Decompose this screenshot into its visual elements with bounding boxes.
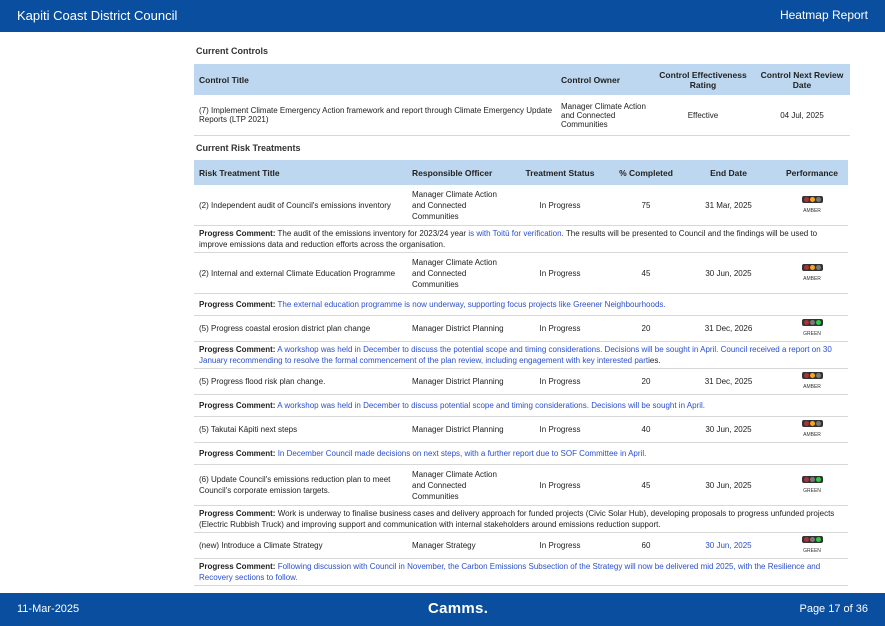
traffic-light-dot xyxy=(810,477,815,482)
traffic-light-dot xyxy=(816,197,821,202)
responsible-officer: Manager Strategy xyxy=(407,533,509,559)
traffic-light-icon xyxy=(802,264,823,271)
responsible-officer: Manager Climate Action and Connected Communities xyxy=(407,465,509,506)
responsible-officer: Manager Climate Action and Connected Communities xyxy=(407,253,509,294)
traffic-light-icon xyxy=(802,476,823,483)
responsible-officer: Manager District Planning xyxy=(407,369,509,395)
end-date: 31 Dec, 2025 xyxy=(681,369,776,395)
progress-comment xyxy=(194,506,848,533)
percent-completed: 20 xyxy=(611,369,681,395)
progress-comment xyxy=(194,443,848,465)
traffic-light-icon xyxy=(802,372,823,379)
traffic-light-dot xyxy=(810,421,815,426)
progress-comment-text: Following discussion with Council in November, the Carbon Emissions Subsection of the Strategy will now be delivered mid 2025, with the Resilience and Recovery sections to follow. xyxy=(199,562,821,582)
percent-completed: 60 xyxy=(611,533,681,559)
control-title: (7) Implement Climate Emergency Action framework and report through Climate Emergency Update Reports (LTP 2021) xyxy=(194,95,556,136)
progress-comment-text: A workshop was held in December to discuss potential scope and timing considerations. Decisions will be sought in April. xyxy=(277,401,706,410)
performance-indicator xyxy=(776,369,848,395)
col-performance: Performance xyxy=(776,160,848,185)
treatment-title: (2) Internal and external Climate Education Programme xyxy=(194,253,407,294)
progress-comment-text: ies. xyxy=(648,356,661,365)
progress-comment-text: A workshop was held in December to discuss the potential scope and timing considerations. Decisions will be sought in April. Council received a report on 30 January recommending to resolve the formal commencement of the plan review, including engagement with key interested part xyxy=(199,345,832,365)
organisation-name: Kapiti Coast District Council xyxy=(17,8,178,23)
performance-label: AMBER xyxy=(803,432,821,438)
performance-indicator xyxy=(776,253,848,294)
end-date: 31 Dec, 2026 xyxy=(681,316,776,342)
traffic-light-dot xyxy=(804,320,809,325)
col-pct-completed: % Completed xyxy=(611,160,681,185)
progress-comment-row xyxy=(194,443,848,465)
progress-comment-label: Progress Comment: xyxy=(199,345,276,354)
progress-comment-label: Progress Comment: xyxy=(199,401,276,410)
traffic-light-icon xyxy=(802,420,823,427)
treatment-status: In Progress xyxy=(509,185,611,226)
traffic-light-dot xyxy=(804,537,809,542)
traffic-light-icon xyxy=(802,536,823,543)
camms-logo: Camms. xyxy=(428,600,489,617)
performance-label: AMBER xyxy=(803,384,821,390)
treatment-row xyxy=(194,533,848,559)
performance-indicator xyxy=(776,316,848,342)
treatment-title: (5) Progress coastal erosion district plan change xyxy=(194,316,407,342)
end-date: 30 Jun, 2025 xyxy=(681,253,776,294)
percent-completed: 45 xyxy=(611,253,681,294)
col-effectiveness: Control Effectiveness Rating xyxy=(652,64,754,95)
control-owner: Manager Climate Action and Connected Communities xyxy=(556,95,652,136)
progress-comment xyxy=(194,559,848,586)
performance-label: AMBER xyxy=(803,207,821,214)
page-number: Page 17 of 36 xyxy=(799,603,868,615)
col-responsible-officer: Responsible Officer xyxy=(407,160,509,185)
performance-indicator xyxy=(776,533,848,559)
traffic-light-dot xyxy=(804,373,809,378)
progress-comment-row xyxy=(194,226,848,253)
treatment-row xyxy=(194,417,848,443)
progress-comment-text: Work is underway to finalise business cases and delivery approach for funded projects (Civic Solar Hub), developing proposals to progress unfunded projects (Electric Rubbish Truck) and improving support and communication with internal stakeholders around emissions reduction support. xyxy=(199,509,835,529)
performance-label: GREEN xyxy=(803,548,821,554)
progress-comment-row xyxy=(194,506,848,533)
treatment-title: (5) Takutai Kāpiti next steps xyxy=(194,417,407,443)
performance-indicator xyxy=(776,465,848,506)
traffic-light-dot xyxy=(816,477,821,482)
control-review-date: 04 Jul, 2025 xyxy=(754,95,850,136)
performance-label: GREEN xyxy=(803,331,821,337)
traffic-light-icon xyxy=(802,196,823,203)
footer-date: 11-Mar-2025 xyxy=(17,603,80,615)
end-date: 30 Jun, 2025 xyxy=(681,465,776,506)
traffic-light-icon xyxy=(802,319,823,326)
progress-comment-text: The external education programme is now underway, supporting focus projects like Greener Neighbourhoods. xyxy=(277,300,666,309)
progress-comment-text: is with Toitū for verification. xyxy=(468,229,564,238)
treatment-row xyxy=(194,253,848,294)
progress-comment-row xyxy=(194,294,848,316)
end-date: 30 Jun, 2025 xyxy=(681,533,776,559)
progress-comment-text: In December Council made decisions on next steps, with a further report due to SOF Committee in April. xyxy=(277,449,647,458)
percent-completed: 40 xyxy=(611,417,681,443)
progress-comment-row xyxy=(194,559,848,586)
current-risk-treatments-heading: Current Risk Treatments xyxy=(196,143,301,153)
end-date: 30 Jun, 2025 xyxy=(681,417,776,443)
traffic-light-dot xyxy=(810,197,815,202)
treatment-title: (5) Progress flood risk plan change. xyxy=(194,369,407,395)
treatment-status: In Progress xyxy=(509,417,611,443)
treatment-status: In Progress xyxy=(509,369,611,395)
traffic-light-dot xyxy=(810,373,815,378)
performance-indicator xyxy=(776,417,848,443)
treatment-status: In Progress xyxy=(509,465,611,506)
treatment-status: In Progress xyxy=(509,253,611,294)
progress-comment-text: The audit of the emissions inventory for 2023/24 year xyxy=(277,229,469,238)
end-date: 31 Mar, 2025 xyxy=(681,185,776,226)
percent-completed: 20 xyxy=(611,316,681,342)
treatment-status: In Progress xyxy=(509,316,611,342)
treatment-row xyxy=(194,465,848,506)
treatment-row xyxy=(194,185,848,226)
report-title: Heatmap Report xyxy=(779,8,868,22)
progress-comment-label: Progress Comment: xyxy=(199,449,276,458)
traffic-light-dot xyxy=(804,477,809,482)
traffic-light-dot xyxy=(816,421,821,426)
report-header xyxy=(0,0,885,32)
responsible-officer: Manager District Planning xyxy=(407,316,509,342)
traffic-light-dot xyxy=(804,197,809,202)
progress-comment-label: Progress Comment: xyxy=(199,229,276,238)
col-end-date: End Date xyxy=(681,160,776,185)
traffic-light-dot xyxy=(810,537,815,542)
progress-comment-row xyxy=(194,342,848,369)
current-controls-heading: Current Controls xyxy=(196,46,268,56)
responsible-officer: Manager District Planning xyxy=(407,417,509,443)
control-rating: Effective xyxy=(652,95,754,136)
progress-comment-row xyxy=(194,395,848,417)
performance-label: AMBER xyxy=(803,275,821,282)
treatment-status: In Progress xyxy=(509,533,611,559)
traffic-light-dot xyxy=(804,421,809,426)
col-control-title: Control Title xyxy=(194,64,556,95)
treatment-row xyxy=(194,369,848,395)
traffic-light-dot xyxy=(816,320,821,325)
progress-comment-label: Progress Comment: xyxy=(199,562,276,571)
treatment-title: (6) Update Council's emissions reduction plan to meet Council's corporate emission targets. xyxy=(194,465,407,506)
treatment-title: (new) Introduce a Climate Strategy xyxy=(194,533,407,559)
traffic-light-dot xyxy=(816,265,821,270)
treatment-title: (2) Independent audit of Council's emissions inventory xyxy=(194,185,407,226)
progress-comment-label: Progress Comment: xyxy=(199,300,276,309)
performance-indicator xyxy=(776,185,848,226)
col-review-date: Control Next Review Date xyxy=(754,64,850,95)
progress-comment xyxy=(194,342,848,369)
traffic-light-dot xyxy=(810,265,815,270)
progress-comment xyxy=(194,294,848,316)
responsible-officer: Manager Climate Action and Connected Communities xyxy=(407,185,509,226)
col-treatment-status: Treatment Status xyxy=(509,160,611,185)
traffic-light-dot xyxy=(816,537,821,542)
progress-comment-text: The results will be presented to Council and the findings will be used to improve emissions data and reduction efforts across the organisation. xyxy=(199,229,818,249)
performance-label: GREEN xyxy=(803,487,821,494)
treatment-row xyxy=(194,316,848,342)
traffic-light-dot xyxy=(804,265,809,270)
percent-completed: 75 xyxy=(611,185,681,226)
progress-comment-label: Progress Comment: xyxy=(199,509,276,518)
table-row xyxy=(194,95,850,136)
controls-table xyxy=(194,64,850,136)
risk-treatments-table xyxy=(194,160,848,586)
traffic-light-dot xyxy=(816,373,821,378)
percent-completed: 45 xyxy=(611,465,681,506)
col-treatment-title: Risk Treatment Title xyxy=(194,160,407,185)
traffic-light-dot xyxy=(810,320,815,325)
progress-comment xyxy=(194,226,848,253)
progress-comment xyxy=(194,395,848,417)
col-control-owner: Control Owner xyxy=(556,64,652,95)
report-footer xyxy=(0,593,885,626)
